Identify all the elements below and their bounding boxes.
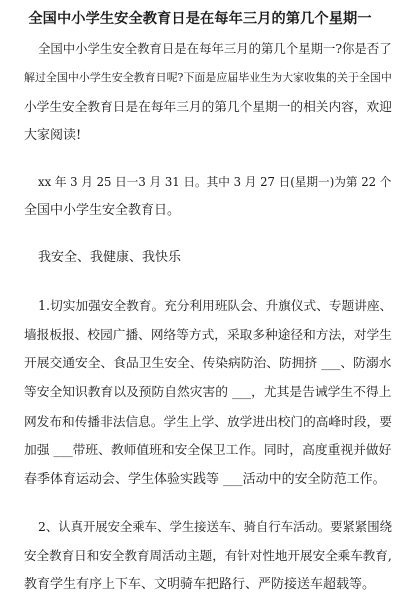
intro-line: 大家阅读! [24,128,82,143]
theme-line: 我安全、我健康、我快乐 [38,250,182,265]
item1-line: 网发布和传播非法信息。学生上学、放学进出校门的高峰时段，要 [24,414,392,429]
item1-line: 开展交通安全、食品卫生安全、传染病防治、防拥挤 ___、防溺水 [24,356,392,371]
intro-line: 解过全国中小学生安全教育日呢?下面是应届毕业生为大家收集的关于全国中 [24,71,392,84]
item1-line: 春季体育运动会、学生体验实践等 ___活动中的安全防范工作。 [24,472,386,487]
item1-line: 墙报板报、校园广播、网络等方式，采取多种途径和方法，对学生 [24,327,392,342]
intro-line: 全国中小学生安全教育日是在每年三月的第几个星期一?你是否了 [38,41,392,56]
date-line: 全国中小学生安全教育日。 [24,203,181,218]
item1-line: 等安全知识教育以及预防自然灾害的 ___，尤其是告诫学生不得上 [24,385,392,400]
item2-line: 教育学生有序上下车、文明骑车把路行、严防接送车超载等。 [24,577,376,592]
date-line: xx 年 3 月 25 日一3 月 31 日。其中 3 月 27 日(星期一)为第 22 个 [38,175,392,189]
item2-line: 安全教育日和安全教育周活动主题，有针对性地开展安全乘车教育, [24,548,392,563]
item1-line: 1.切实加强安全教育。充分利用班队会、升旗仪式、专题讲座、 [38,298,393,313]
item2-line: 2、认真开展安全乘车、学生接送车、骑自行车活动。要紧紧围绕 [38,520,392,534]
item1-line: 加强 ___带班、教师值班和安全保卫工作。同时，高度重视并做好 [24,443,392,458]
document-title: 全国中小学生安全教育日是在每年三月的第几个星期一 [28,11,372,27]
intro-line: 小学生安全教育日是在每年三月的第几个星期一的相关内容，欢迎 [24,99,392,114]
